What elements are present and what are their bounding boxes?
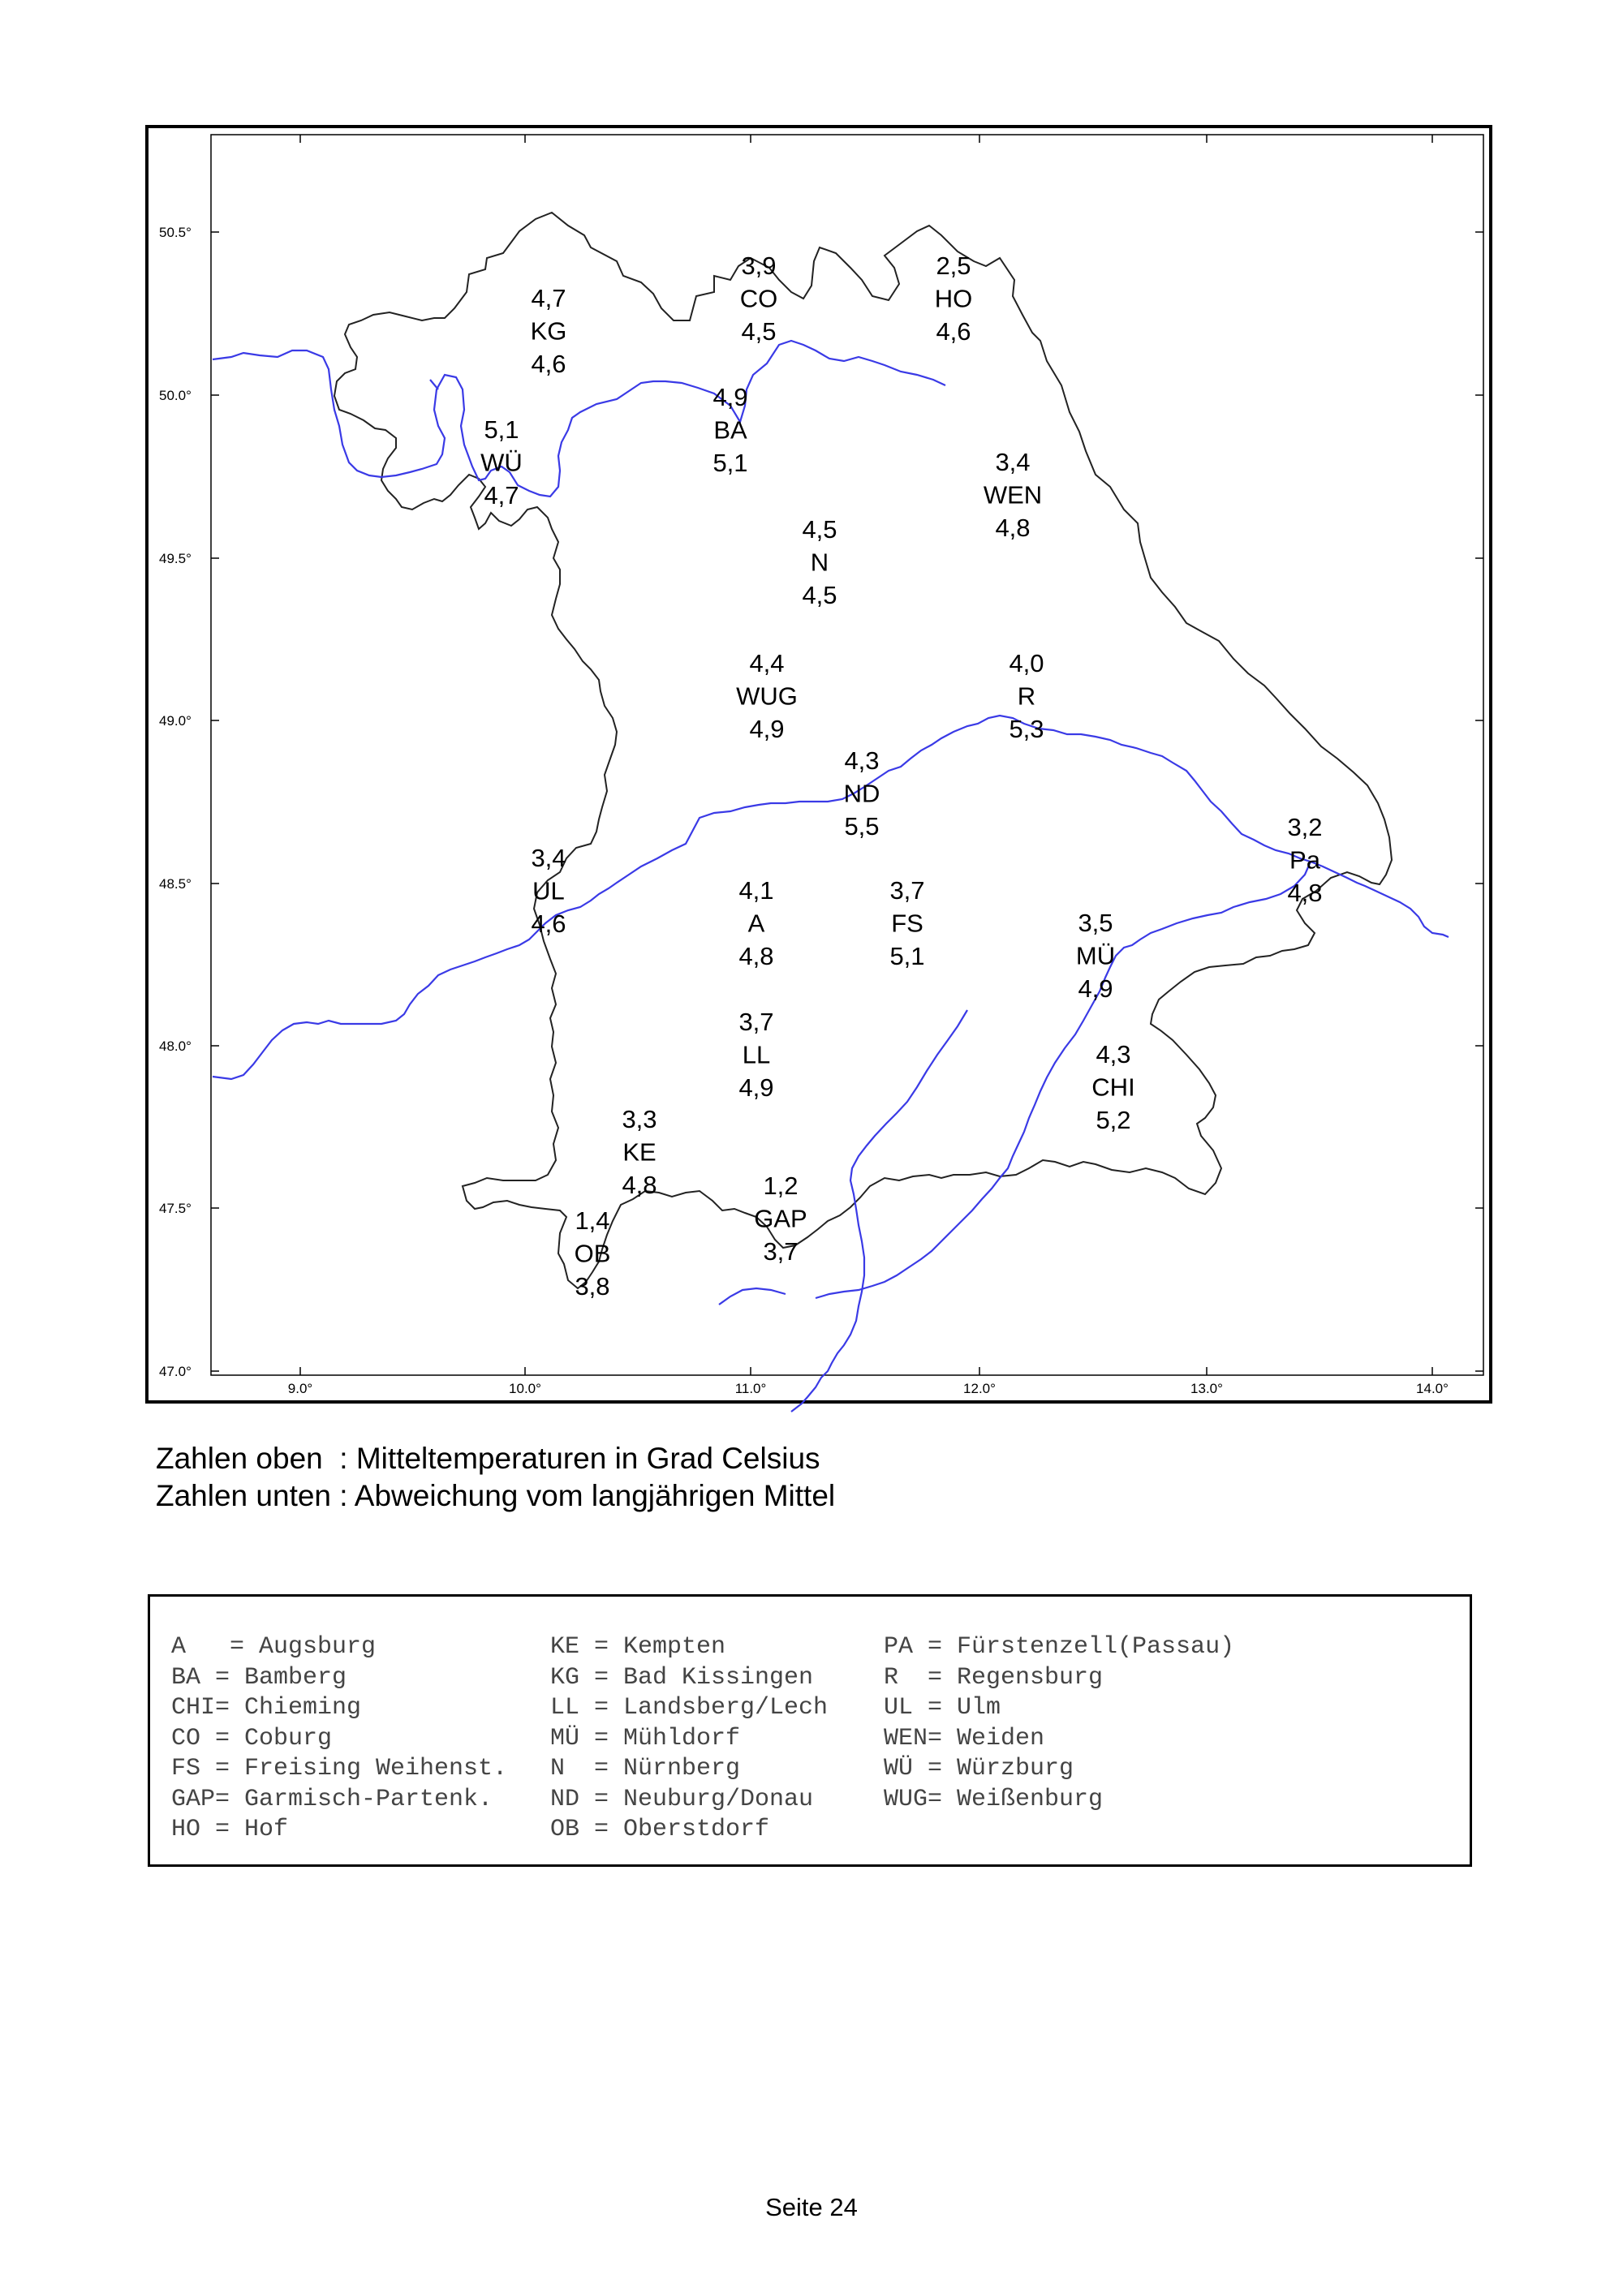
station-ll	[738, 1008, 773, 1102]
station-code: LL	[742, 1040, 771, 1069]
station-deviation: 5,2	[1096, 1106, 1131, 1134]
station-deviation: 3,7	[763, 1237, 799, 1266]
legend-entry: A = Augsburg	[171, 1633, 377, 1661]
station-code: KE	[622, 1137, 657, 1167]
station-ul	[531, 844, 566, 938]
station-code: N	[810, 548, 829, 577]
river-lech	[719, 1288, 786, 1305]
station-mean-temp: 4,9	[712, 383, 748, 411]
station-mean-temp: 4,4	[749, 649, 785, 677]
legend-column-2	[550, 1632, 828, 1846]
station-code: A	[747, 909, 765, 938]
station-ho	[935, 252, 973, 346]
legend-column-3	[884, 1632, 1234, 1815]
legend-entry: UL = Ulm	[884, 1694, 1001, 1722]
map-outer-frame	[147, 127, 1491, 1402]
station-deviation: 4,9	[749, 715, 785, 743]
legend-entry: PA = Fürstenzell(Passau)	[884, 1633, 1235, 1661]
caption-line-top: Zahlen oben : Mitteltemperaturen in Grad Celsius	[156, 1442, 820, 1475]
station-deviation: 5,1	[889, 942, 925, 970]
lat-tick-label: 48.5°	[159, 876, 192, 892]
station-deviation: 4,8	[738, 942, 774, 970]
station-mean-temp: 1,4	[575, 1206, 610, 1235]
legend-entry: WÜ = Würzburg	[884, 1755, 1074, 1782]
station-deviation: 4,6	[531, 909, 566, 938]
legend-entry: GAP= Garmisch-Partenk.	[171, 1785, 493, 1813]
station-code: Pa	[1289, 845, 1320, 875]
station-wen	[984, 448, 1042, 542]
station-deviation: 4,9	[1078, 974, 1113, 1003]
lat-tick-label: 47.5°	[159, 1201, 192, 1216]
station-mean-temp: 4,7	[531, 284, 566, 312]
river-upper	[430, 380, 438, 389]
legend-entry: R = Regensburg	[884, 1663, 1104, 1692]
station-nd	[844, 746, 880, 841]
lat-tick-label: 49.5°	[159, 551, 192, 566]
lon-tick-label: 10.0°	[509, 1381, 541, 1396]
station-deviation: 3,8	[575, 1272, 610, 1301]
station-wü	[480, 415, 523, 510]
station-code: OB	[574, 1239, 611, 1268]
station-mean-temp: 2,5	[936, 252, 971, 280]
station-gap	[754, 1172, 807, 1266]
lat-tick-label: 48.0°	[159, 1038, 192, 1054]
station-n	[802, 515, 837, 609]
station-code: KG	[530, 316, 567, 346]
station-deviation: 4,6	[936, 317, 971, 346]
lat-tick-label: 47.0°	[159, 1364, 192, 1379]
station-code: CHI	[1091, 1073, 1135, 1102]
station-code: MÜ	[1075, 941, 1116, 970]
station-deviation: 5,3	[1009, 715, 1044, 743]
station-kg	[531, 284, 567, 378]
river-main	[213, 341, 945, 497]
station-code: UL	[532, 876, 565, 905]
legend-entry: OB = Oberstdorf	[550, 1816, 770, 1843]
lon-tick-label: 13.0°	[1190, 1381, 1223, 1396]
station-deviation: 4,5	[741, 317, 777, 346]
lat-tick-label: 50.0°	[159, 388, 192, 403]
legend-entry: HO = Hof	[171, 1816, 289, 1843]
station-mean-temp: 4,3	[844, 746, 880, 775]
station-code: ND	[843, 779, 880, 808]
station-code: WUG	[736, 681, 798, 711]
station-code: BA	[713, 415, 747, 445]
station-code: FS	[891, 909, 923, 938]
station-code: GAP	[754, 1204, 807, 1233]
legend-entry: WUG= Weißenburg	[884, 1785, 1104, 1813]
lat-tick-label: 49.0°	[159, 713, 192, 729]
lon-tick-label: 9.0°	[287, 1381, 313, 1396]
station-mean-temp: 3,4	[995, 448, 1031, 476]
station-deviation: 4,8	[1287, 879, 1323, 907]
station-deviation: 5,1	[712, 449, 748, 477]
legend-entry: CO = Coburg	[171, 1724, 333, 1752]
station-mean-temp: 3,4	[531, 844, 566, 872]
station-code: R	[1017, 681, 1036, 711]
legend-entry: N = Nürnberg	[550, 1755, 741, 1782]
lon-tick-label: 12.0°	[963, 1381, 996, 1396]
river-inn	[816, 862, 1311, 1298]
station-wug	[736, 649, 798, 743]
legend-entry: ND = Neuburg/Donau	[550, 1785, 814, 1813]
station-code: WEN	[983, 480, 1043, 510]
station-co	[740, 252, 778, 346]
legend-entry: CHI= Chieming	[171, 1694, 362, 1722]
legend-entry: KE = Kempten	[550, 1633, 726, 1661]
legend-entry: LL = Landsberg/Lech	[550, 1694, 829, 1722]
station-mean-temp: 3,7	[889, 876, 925, 905]
station-mean-temp: 3,7	[738, 1008, 774, 1036]
station-a	[738, 876, 773, 970]
station-mean-temp: 4,1	[738, 876, 774, 905]
river-isar	[791, 1010, 967, 1412]
station-ba	[712, 383, 747, 477]
station-mean-temp: 3,9	[741, 252, 777, 280]
station-mean-temp: 3,3	[622, 1105, 657, 1133]
station-mean-temp: 1,2	[763, 1172, 799, 1200]
station-deviation: 4,6	[531, 350, 566, 378]
station-deviation: 4,9	[738, 1073, 774, 1102]
legend-entry: WEN= Weiden	[884, 1724, 1045, 1752]
station-deviation: 4,8	[622, 1171, 657, 1199]
station-mean-temp: 3,2	[1287, 813, 1323, 841]
lat-tick-label: 50.5°	[159, 225, 192, 240]
caption-line-bottom: Zahlen unten : Abweichung vom langjährigen Mittel	[156, 1479, 836, 1512]
station-mean-temp: 3,5	[1078, 909, 1113, 937]
station-ke	[622, 1105, 657, 1199]
station-chi	[1091, 1040, 1134, 1134]
station-mean-temp: 4,3	[1096, 1040, 1131, 1068]
station-r	[1009, 649, 1044, 743]
station-deviation: 4,7	[484, 481, 519, 510]
station-mean-temp: 4,0	[1009, 649, 1044, 677]
station-code: HO	[934, 284, 973, 313]
station-legend	[148, 1594, 1472, 1867]
river-danube	[213, 716, 1449, 1079]
station-fs	[889, 876, 924, 970]
page-number: Seite 24	[765, 2193, 858, 2221]
legend-column-1	[171, 1632, 507, 1846]
station-deviation: 4,8	[995, 514, 1031, 542]
lon-tick-label: 14.0°	[1416, 1381, 1449, 1396]
station-deviation: 4,5	[802, 581, 837, 609]
station-mean-temp: 4,5	[802, 515, 837, 544]
legend-entry: BA = Bamberg	[171, 1663, 347, 1692]
station-code: WÜ	[480, 448, 523, 477]
legend-entry: MÜ = Mühldorf	[550, 1724, 741, 1752]
station-mü	[1076, 909, 1115, 1003]
lon-tick-label: 11.0°	[734, 1381, 767, 1396]
station-deviation: 5,5	[844, 812, 880, 841]
station-ob	[575, 1206, 611, 1301]
station-mean-temp: 5,1	[484, 415, 519, 444]
legend-entry: FS = Freising Weihenst.	[171, 1755, 508, 1782]
legend-entry: KG = Bad Kissingen	[550, 1663, 814, 1692]
station-code: CO	[739, 284, 778, 313]
station-pa	[1287, 813, 1322, 907]
station-labels	[480, 252, 1322, 1301]
